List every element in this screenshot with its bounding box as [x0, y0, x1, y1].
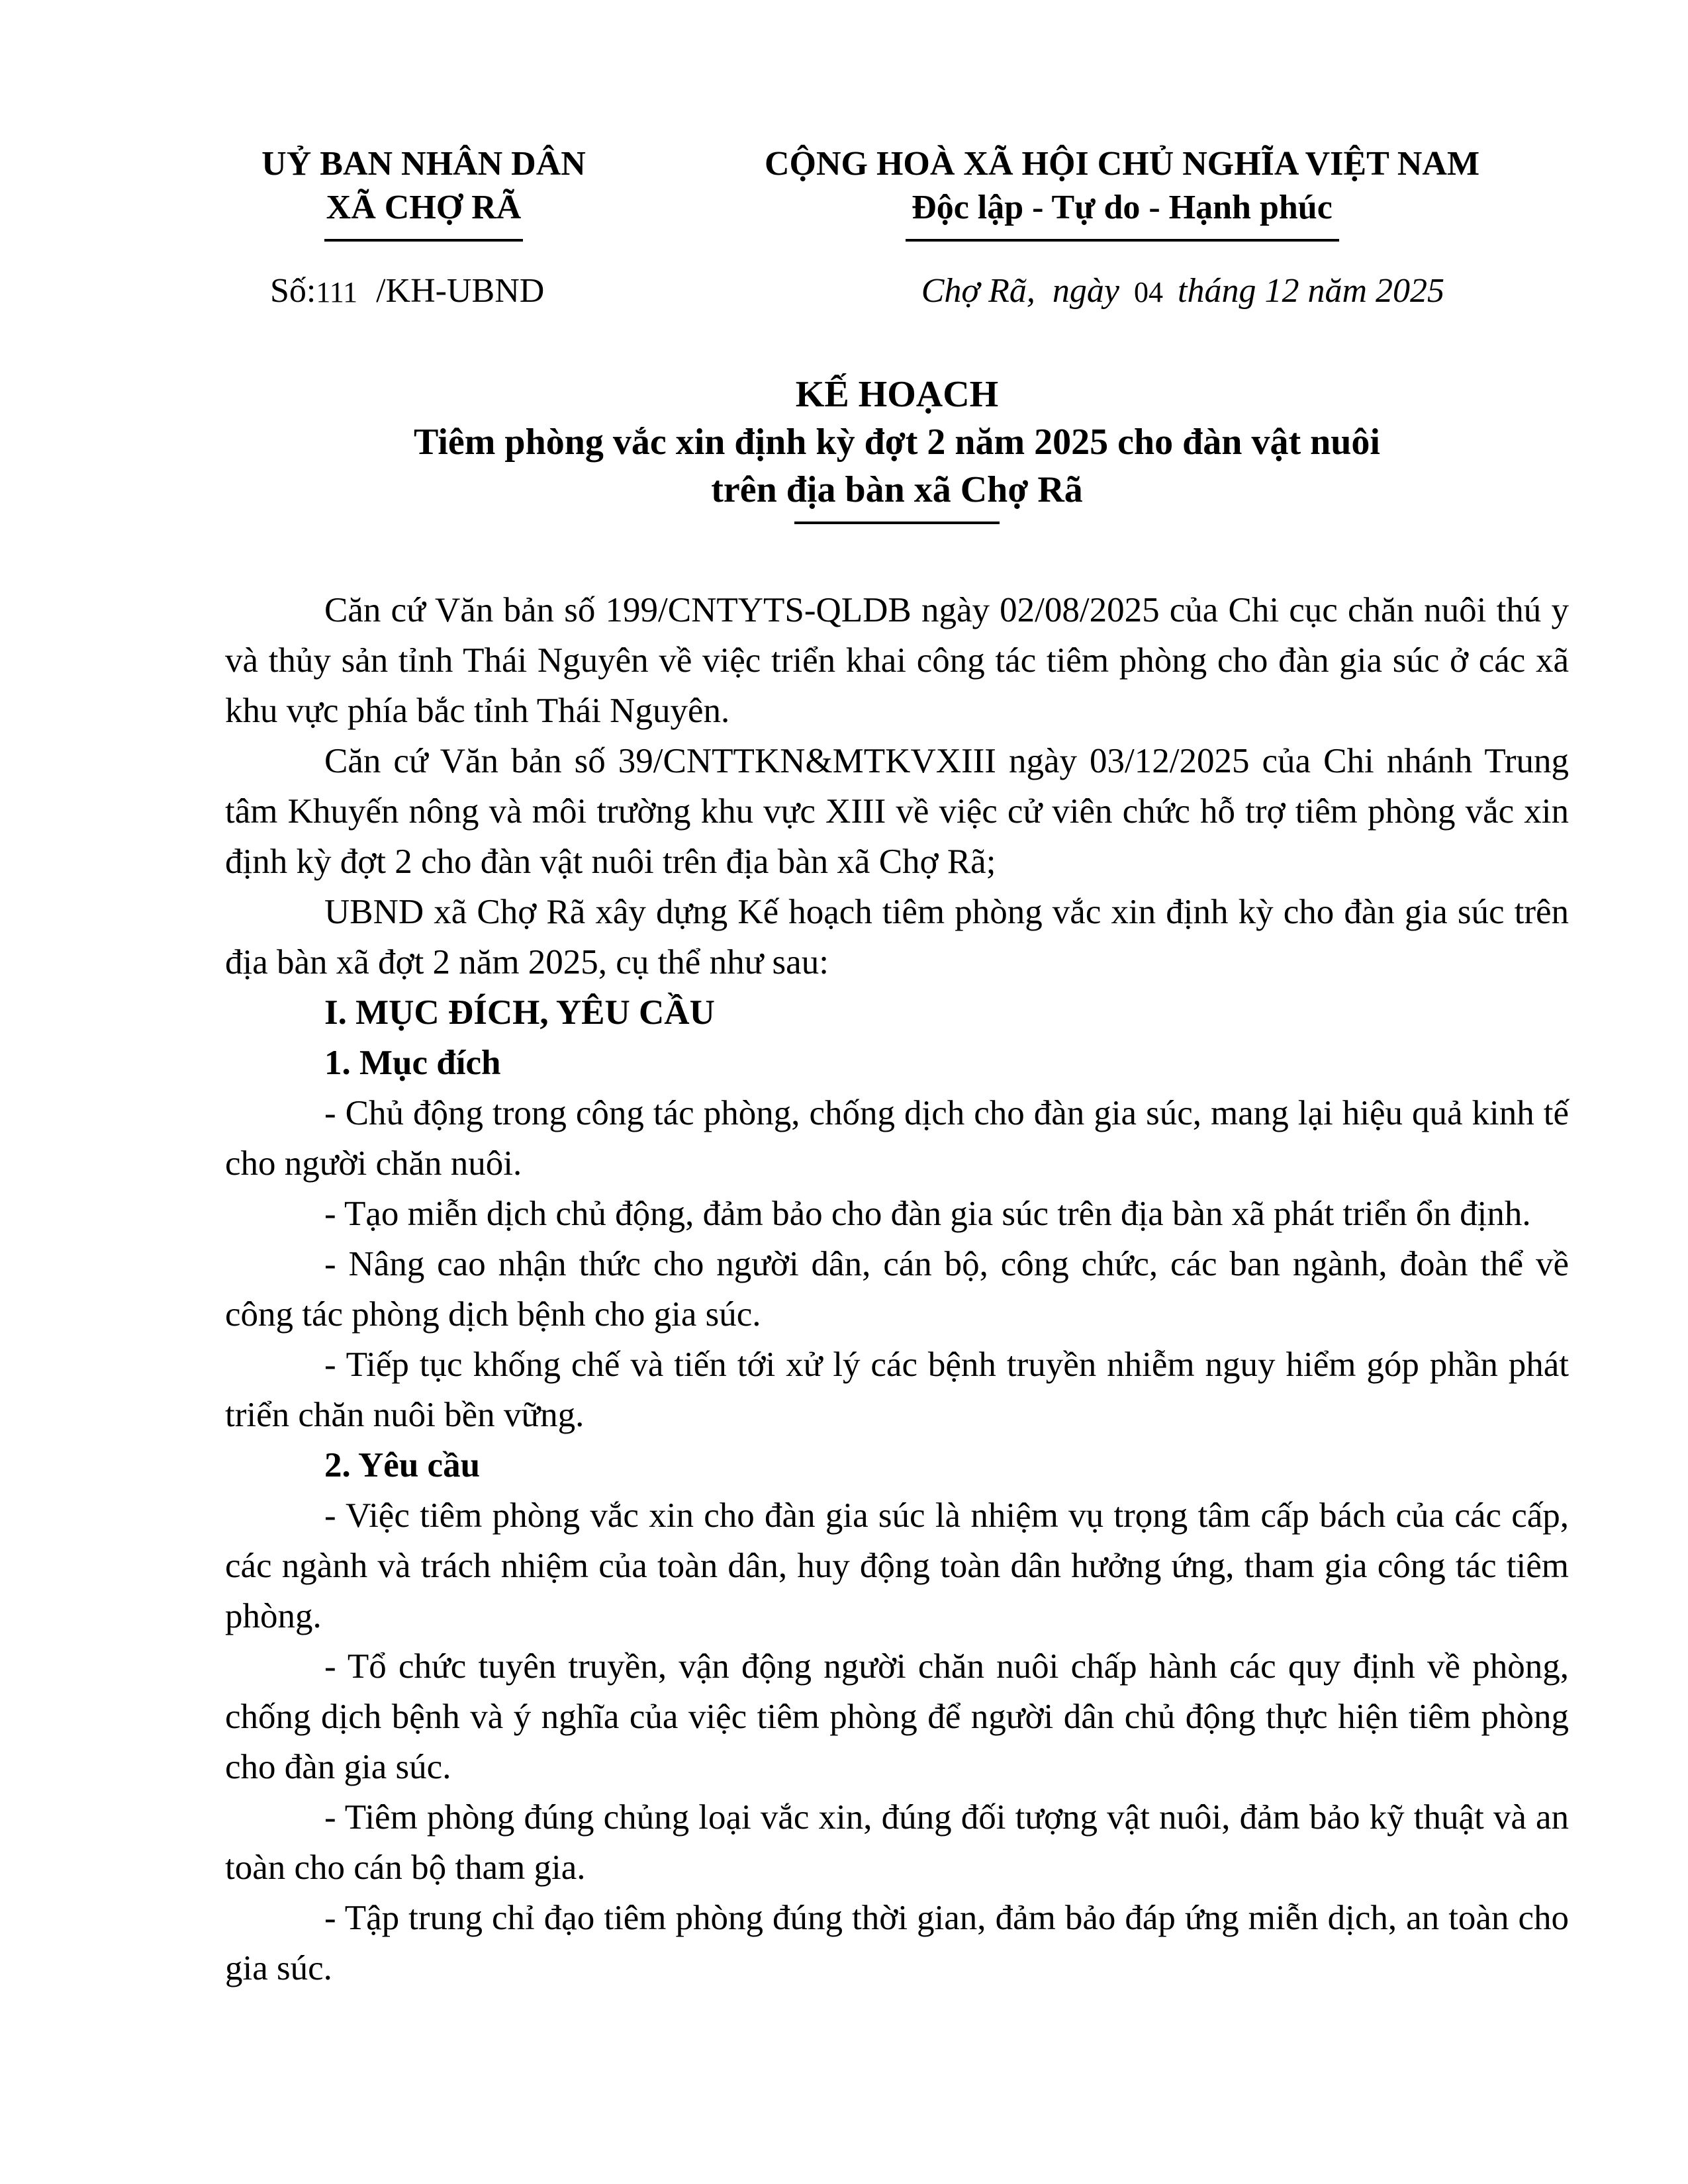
section-heading-i: I. MỤC ĐÍCH, YÊU CẦU — [324, 993, 715, 1032]
body-paragraph: - Nâng cao nhận thức cho người dân, cán bộ, công chức, các ban ngành, đoàn thể về công tác phòng dịch bệnh cho gia súc. — [225, 1245, 1569, 1334]
title-underline — [794, 522, 1000, 524]
document-number-value: 111 — [316, 276, 358, 308]
document-number-symbol: /KH-UBND — [376, 272, 545, 310]
document-number — [270, 269, 544, 314]
document-content — [0, 371, 1688, 1993]
body-paragraph: Căn cứ Văn bản số 199/CNTYTS-QLDB ngày 02/08/2025 của Chi cục chăn nuôi thú y và thủy sản tỉnh Thái Nguyên về việc triển khai công tác tiêm phòng cho đàn gia súc ở các xã khu vực phía bắc tỉnh Thái Nguyên. — [225, 591, 1569, 730]
issuer-underline — [324, 239, 523, 242]
body-paragraph: - Tập trung chỉ đạo tiêm phòng đúng thời gian, đảm bảo đáp ứng miễn dịch, an toàn cho gia súc. — [225, 1899, 1569, 1987]
issuer-block — [126, 142, 722, 242]
body-paragraph: - Tạo miễn dịch chủ động, đảm bảo cho đàn gia súc trên địa bàn xã phát triển ổn định. — [324, 1195, 1531, 1233]
issuer-unit: XÃ CHỢ RÃ — [326, 189, 522, 226]
motto-underline — [906, 239, 1339, 242]
body-paragraph: UBND xã Chợ Rã xây dựng Kế hoạch tiêm phòng vắc xin định kỳ cho đàn gia súc trên địa bàn xã đợt 2 năm 2025, cụ thể như sau: — [225, 893, 1569, 981]
body-paragraph: - Tổ chức tuyên truyền, vận động người chăn nuôi chấp hành các quy định về phòng, chống dịch bệnh và ý nghĩa của việc tiêm phòng để người dân chủ động thực hiện tiêm phòng cho đàn gia súc. — [225, 1647, 1569, 1786]
document-body — [225, 585, 1569, 1993]
title-subject-line2: trên địa bàn xã Chợ Rã — [711, 469, 1083, 510]
document-type-heading: KẾ HOẠCH — [795, 374, 999, 415]
body-paragraph: - Tiêm phòng đúng chủng loại vắc xin, đúng đối tượng vật nuôi, đảm bảo kỹ thuật và an toàn cho cán bộ tham gia. — [225, 1798, 1569, 1887]
body-paragraph: Căn cứ Văn bản số 39/CNTTKN&MTKVXIII ngày 03/12/2025 của Chi nhánh Trung tâm Khuyến nông và môi trường khu vực XIII về việc cử viên chức hỗ trợ tiêm phòng vắc xin định kỳ đợt 2 cho đàn vật nuôi trên địa bàn xã Chợ Rã; — [225, 742, 1569, 881]
issue-date-month-year: tháng 12 năm 2025 — [1178, 272, 1444, 310]
title-subject-line1: Tiêm phòng vắc xin định kỳ đợt 2 năm 2025 cho đàn vật nuôi — [414, 422, 1380, 463]
issue-place: Chợ Rã, — [921, 272, 1035, 310]
issue-date-day: 04 — [1134, 276, 1163, 308]
document-title-block — [225, 371, 1569, 524]
issue-date-word-day: ngày — [1052, 272, 1119, 310]
subsection-heading-1: 1. Mục đích — [324, 1044, 501, 1082]
subsection-heading-2: 2. Yêu cầu — [324, 1446, 481, 1484]
document-meta-row — [0, 269, 1688, 314]
body-paragraph: - Chủ động trong công tác phòng, chống dịch cho đàn gia súc, mang lại hiệu quả kinh tế cho người chăn nuôi. — [225, 1094, 1569, 1183]
issue-date-line — [921, 269, 1444, 314]
national-header-block — [722, 142, 1523, 242]
body-paragraph: - Việc tiêm phòng vắc xin cho đàn gia súc là nhiệm vụ trọng tâm cấp bách của các cấp, các ngành và trách nhiệm của toàn dân, huy động toàn dân hưởng ứng, tham gia công tác tiêm phòng. — [225, 1496, 1569, 1635]
body-paragraph: - Tiếp tục khống chế và tiến tới xử lý các bệnh truyền nhiễm nguy hiểm góp phần phát triển chăn nuôi bền vững. — [225, 1345, 1569, 1434]
national-motto: Độc lập - Tự do - Hạnh phúc — [912, 189, 1333, 226]
document-number-label: Số: — [270, 272, 316, 310]
issuer-name: UỶ BAN NHÂN DÂN — [261, 145, 586, 183]
country-name: CỘNG HOÀ XÃ HỘI CHỦ NGHĨA VIỆT NAM — [764, 145, 1480, 183]
document-header — [0, 0, 1688, 242]
